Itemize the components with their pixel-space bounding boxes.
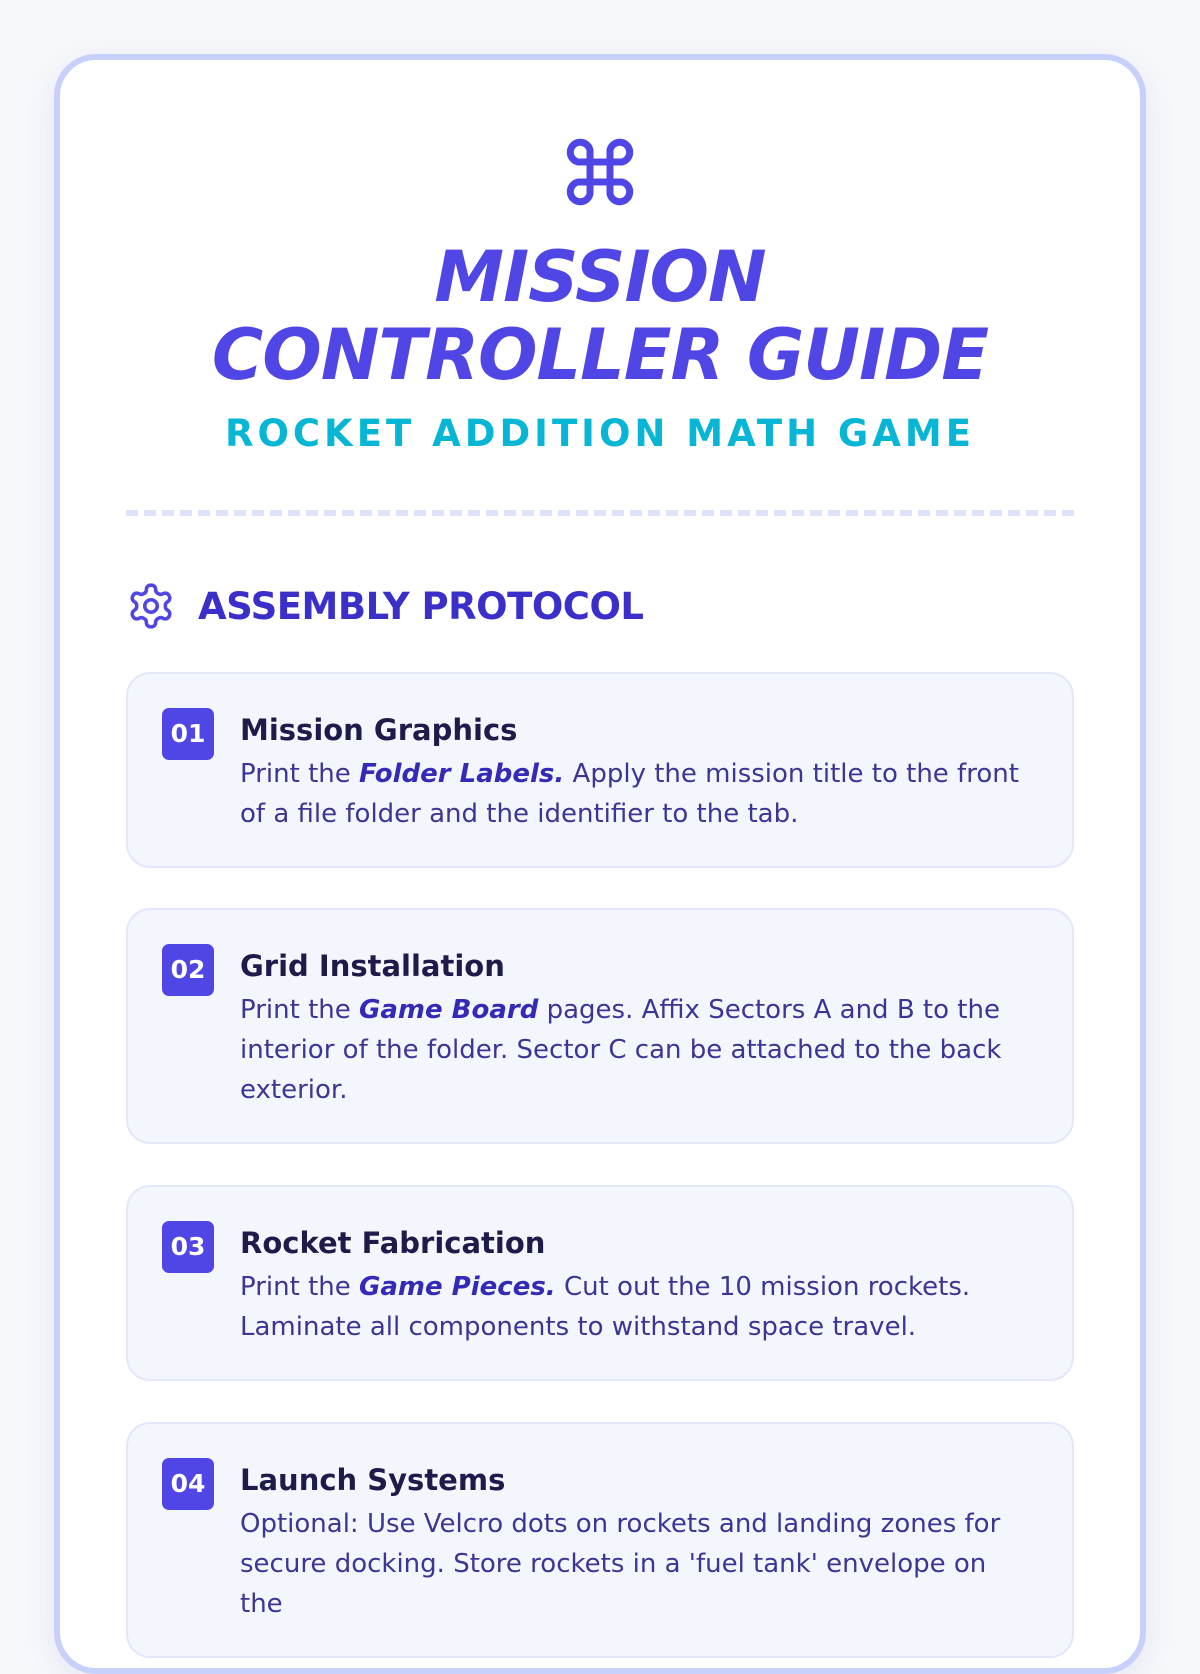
section-header bbox=[126, 580, 644, 632]
step-desc-text: pages. Affix Sectors A and B to the interior of the folder. Sector C can be attached to the back exterior. bbox=[240, 995, 1002, 1105]
step-title: Rocket Fabrication bbox=[240, 1226, 546, 1260]
step-desc-emphasis: Folder Labels. bbox=[359, 759, 565, 789]
step-number-badge: 04 bbox=[162, 1458, 214, 1510]
step-desc-text: Print the bbox=[240, 995, 360, 1025]
command-icon bbox=[60, 136, 1140, 206]
title-line-1: MISSION bbox=[434, 236, 766, 318]
step-title: Mission Graphics bbox=[240, 713, 518, 747]
title-line-2: CONTROLLER GUIDE bbox=[211, 314, 989, 396]
step-card bbox=[126, 1422, 1074, 1658]
step-title: Launch Systems bbox=[240, 1463, 506, 1497]
step-title: Grid Installation bbox=[240, 949, 505, 983]
step-desc-text: Cut out the 10 mission rockets. Laminate all components to withstand space travel. bbox=[240, 1272, 971, 1342]
step-number-badge: 01 bbox=[162, 708, 214, 760]
step-description bbox=[240, 1504, 1036, 1624]
step-card bbox=[126, 908, 1074, 1144]
section-title: ASSEMBLY PROTOCOL bbox=[198, 584, 644, 628]
step-desc-text: Apply the mission title to the front of a file folder and the identifier to the tab. bbox=[240, 759, 1019, 829]
step-number-badge: 02 bbox=[162, 944, 214, 996]
step-desc-emphasis: Game Pieces. bbox=[359, 1272, 556, 1302]
step-desc-text: Print the bbox=[240, 1272, 360, 1302]
step-card bbox=[126, 672, 1074, 868]
step-description bbox=[240, 990, 1036, 1110]
gear-icon bbox=[126, 581, 176, 631]
step-desc-text: Optional: Use Velcro dots on rockets and landing zones for secure docking. Store rockets in a 'fuel tank' envelope on the bbox=[240, 1509, 1001, 1619]
page-title bbox=[60, 238, 1140, 394]
step-desc-text: Print the bbox=[240, 759, 360, 789]
step-description bbox=[240, 1267, 1036, 1347]
step-card bbox=[126, 1185, 1074, 1381]
step-desc-emphasis: Game Board bbox=[359, 995, 539, 1025]
step-number-badge: 03 bbox=[162, 1221, 214, 1273]
dashed-divider bbox=[126, 510, 1074, 516]
page-subtitle: ROCKET ADDITION MATH GAME bbox=[224, 412, 976, 455]
guide-card bbox=[54, 54, 1146, 1674]
step-description bbox=[240, 754, 1036, 834]
